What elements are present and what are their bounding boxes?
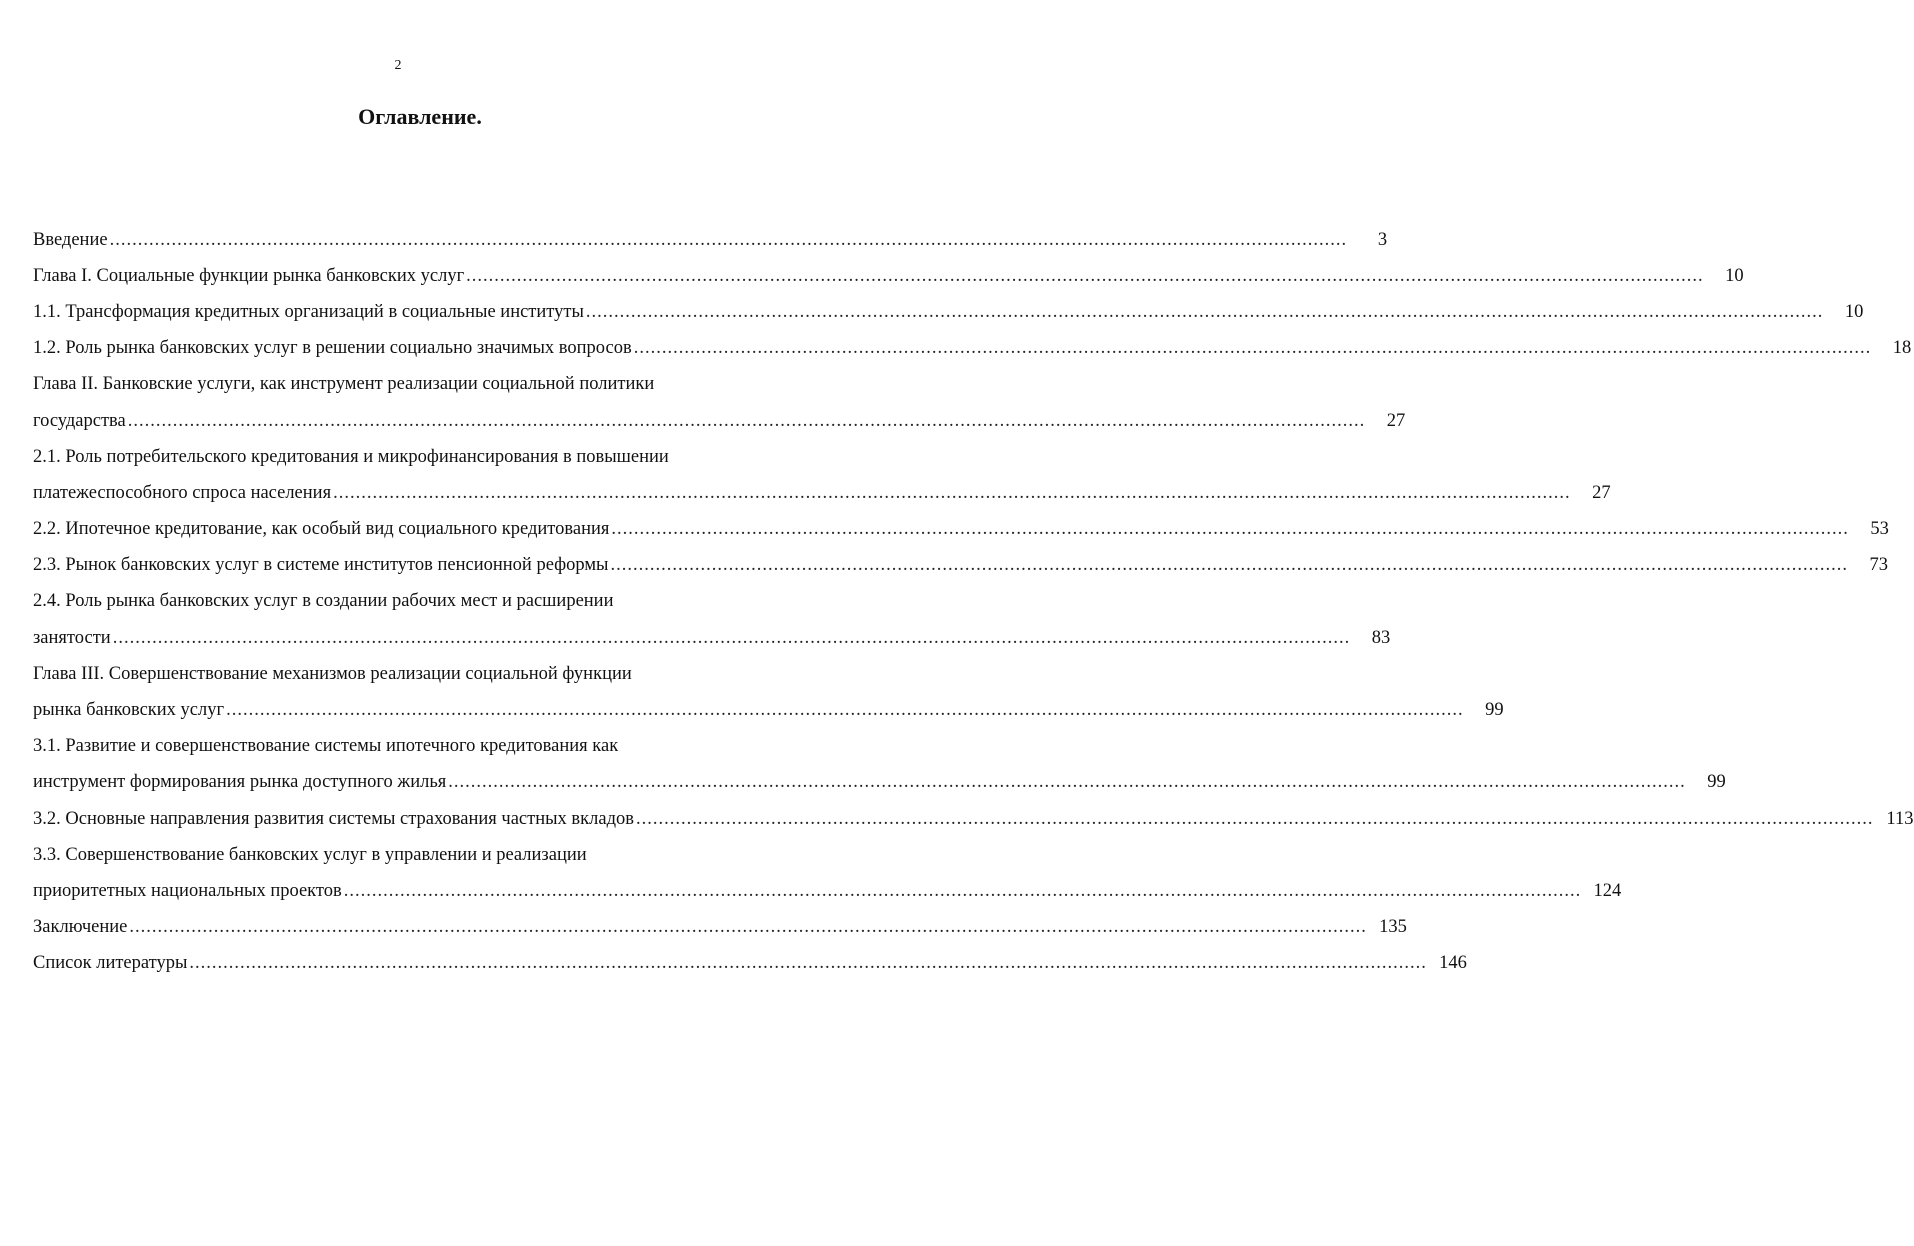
- dot-leader: ............................................................................................................................................................................................................................: [466, 265, 1704, 286]
- toc-entry: [33, 801, 1914, 837]
- toc-entry-text: рынка банковских услуг: [33, 700, 225, 721]
- dot-leader: ............................................................................................................................................................................................................................: [129, 917, 1367, 938]
- toc-entry-text: 3.1. Развитие и совершенствование системы ипотечного кредитования как: [33, 736, 619, 757]
- dot-leader: ............................................................................................................................................................................................................................: [127, 410, 1366, 431]
- dot-leader: ............................................................................................................................................................................................................................: [610, 555, 1848, 576]
- dot-leader: ............................................................................................................................................................................................................................: [343, 880, 1582, 901]
- toc-entry-page: 113: [1886, 808, 1914, 829]
- dot-leader: ............................................................................................................................................................................................................................: [189, 953, 1427, 974]
- toc-entry-page: 83: [1371, 627, 1391, 648]
- toc-entry: [33, 331, 1912, 367]
- toc-entry: [33, 620, 1391, 656]
- toc-entry: [33, 584, 760, 620]
- toc-entry-page: 27: [1592, 482, 1611, 503]
- toc-entry-text: 2.1. Роль потребительского кредитования и микрофинансирования в повышении: [33, 446, 669, 467]
- toc-entry: [33, 439, 760, 475]
- toc-entry-page: 135: [1379, 917, 1407, 938]
- toc-entry-page: 53: [1870, 519, 1889, 540]
- toc-entry: [33, 946, 1467, 982]
- dot-leader: ............................................................................................................................................................................................................................: [633, 338, 1872, 359]
- toc-entry: [33, 294, 1864, 330]
- toc-entry: [33, 729, 760, 765]
- toc-entry: [33, 837, 760, 873]
- page-title: Оглавление.: [358, 104, 482, 129]
- toc-entry: [33, 475, 1611, 511]
- toc-entry-text: государства: [33, 410, 126, 431]
- dot-leader: ............................................................................................................................................................................................................................: [448, 772, 1686, 793]
- toc-entry-text: приоритетных национальных проектов: [33, 880, 342, 901]
- toc-entry-text: 2.3. Рынок банковских услуг в системе институтов пенсионной реформы: [33, 555, 609, 576]
- toc-entry: [33, 910, 1407, 946]
- toc-entry-text: 3.3. Совершенствование банковских услуг в управлении и реализации: [33, 844, 587, 865]
- toc-entry-text: 3.2. Основные направления развития системы страхования частных вкладов: [33, 808, 634, 829]
- page-number: 2: [394, 58, 402, 73]
- toc-entry: [33, 222, 1388, 258]
- toc-entry: [33, 367, 760, 403]
- toc-entry-text: 2.2. Ипотечное кредитование, как особый вид социального кредитования: [33, 519, 610, 540]
- dot-leader: ............................................................................................................................................................................................................................: [585, 301, 1824, 322]
- toc-entry: [33, 765, 1726, 801]
- toc-entry-text: 1.1. Трансформация кредитных организаций в социальные институты: [33, 301, 584, 322]
- dot-leader: ............................................................................................................................................................................................................................: [333, 482, 1571, 503]
- toc-entry-page: 99: [1707, 772, 1726, 793]
- toc-entry: [33, 692, 1504, 728]
- dot-leader: ............................................................................................................................................................................................................................: [112, 627, 1351, 648]
- toc-entry-text: 2.4. Роль рынка банковских услуг в создании рабочих мест и расширении: [33, 591, 614, 612]
- toc-entry-page: 27: [1386, 410, 1406, 431]
- toc-entry: [33, 548, 1888, 584]
- toc-entry: [33, 512, 1889, 548]
- toc-entry-page: 73: [1869, 555, 1888, 576]
- toc-entry-text: Список литературы: [33, 953, 188, 974]
- toc-entry-page: 18: [1892, 338, 1912, 359]
- toc-entry-text: Глава I. Социальные функции рынка банковских услуг: [33, 265, 465, 286]
- toc-entry: [33, 403, 1406, 439]
- toc-entry-text: 1.2. Роль рынка банковских услуг в решении социально значимых вопросов: [33, 338, 632, 359]
- dot-leader: ............................................................................................................................................................................................................................: [109, 229, 1348, 250]
- toc-entry-page: 10: [1844, 301, 1864, 322]
- toc-entry-text: Заключение: [33, 917, 128, 938]
- toc-entry-text: Глава III. Совершенствование механизмов реализации социальной функции: [33, 663, 632, 684]
- toc-entry-text: Введение: [33, 229, 108, 250]
- toc-entry-text: платежеспособного спроса населения: [33, 482, 332, 503]
- toc-entry: [33, 258, 1744, 294]
- table-of-contents: [33, 222, 1914, 982]
- toc-entry: [33, 656, 760, 692]
- toc-entry-page: 99: [1485, 700, 1504, 721]
- dot-leader: ............................................................................................................................................................................................................................: [226, 700, 1464, 721]
- toc-entry-text: инструмент формирования рынка доступного жилья: [33, 772, 447, 793]
- toc-entry-page: 124: [1593, 880, 1622, 901]
- toc-entry-page: 3: [1377, 229, 1388, 250]
- toc-entry-page: 146: [1439, 953, 1467, 974]
- toc-entry: [33, 873, 1622, 909]
- toc-entry-text: занятости: [33, 627, 111, 648]
- toc-entry-text: Глава II. Банковские услуги, как инструмент реализации социальной политики: [33, 374, 655, 395]
- dot-leader: ............................................................................................................................................................................................................................: [611, 519, 1849, 540]
- toc-entry-page: 10: [1725, 265, 1744, 286]
- dot-leader: ............................................................................................................................................................................................................................: [636, 808, 1874, 829]
